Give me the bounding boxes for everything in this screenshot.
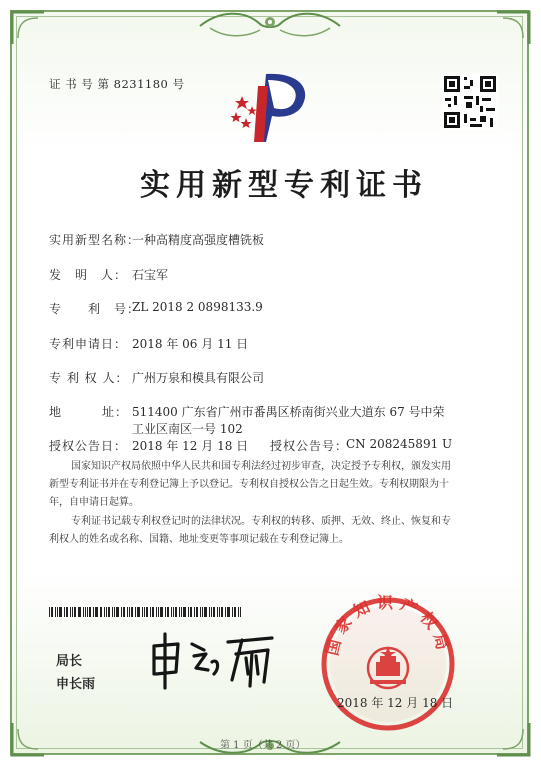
statement-paragraph-1 xyxy=(49,458,499,512)
barcode-bar xyxy=(227,607,230,617)
barcode-bar xyxy=(74,607,76,617)
barcode-bar xyxy=(194,607,195,617)
barcode-bar xyxy=(135,607,136,617)
barcode-bar xyxy=(150,607,151,617)
barcode-bar xyxy=(64,607,65,617)
director-title: 局长 xyxy=(56,654,83,669)
barcode-bar xyxy=(127,607,128,617)
page-indicator: 第 1 页（共 2 页） xyxy=(220,740,306,751)
barcode-bar xyxy=(89,607,91,617)
barcode-bar xyxy=(116,607,119,617)
corner-ornament-icon xyxy=(8,8,48,48)
barcode-bar xyxy=(211,607,212,617)
barcode-bar xyxy=(123,607,125,617)
field-label-grant-date: 授权公告日： xyxy=(49,439,128,453)
field-value-patent-no: ZL 2018 2 0898133.9 xyxy=(132,300,263,314)
field-label-address-right: 址： xyxy=(102,405,129,419)
barcode-bar xyxy=(158,607,159,617)
barcode-bar xyxy=(152,607,154,617)
barcode-bar xyxy=(173,607,174,617)
barcode-bar xyxy=(238,607,239,617)
barcode-bar xyxy=(196,607,198,617)
barcode-bar xyxy=(55,607,56,617)
barcode-bar xyxy=(171,607,172,617)
field-label-address-left: 地 xyxy=(49,405,63,419)
barcode-bar xyxy=(131,607,133,617)
barcode-bar xyxy=(100,607,102,617)
barcode-bar xyxy=(114,607,115,617)
signature-icon xyxy=(148,628,278,694)
barcode-bar xyxy=(78,607,81,617)
field-value-address-line2: 工业区南区一号 102 xyxy=(132,422,243,436)
seal-text: 国家知识产权局 xyxy=(322,594,454,658)
statement-line: 年，自申请日起算。 xyxy=(49,497,139,508)
statement-line: 新型专利证书并在专利登记簿上予以登记。专利权自授权公告之日起生效。专利权期限为十 xyxy=(49,479,449,490)
field-value-inventor: 石宝军 xyxy=(132,268,169,282)
cnipa-logo-icon xyxy=(228,66,318,146)
director-name: 申长雨 xyxy=(56,677,96,692)
barcode-bar xyxy=(66,607,68,617)
statement-line: 专利证书记载专利权登记时的法律状况。专利权的转移、质押、无效、终止、恢复和专 xyxy=(71,516,451,527)
barcode-bar xyxy=(202,607,203,617)
barcode-bar xyxy=(225,607,226,617)
barcode-bar xyxy=(188,607,189,617)
barcode-bar xyxy=(106,607,107,617)
statement-line: 国家知识产权局依照中华人民共和国专利法经过初步审查，决定授予专利权，颁发实用 xyxy=(71,461,451,472)
barcode-bar xyxy=(95,607,98,617)
barcode-bar xyxy=(240,607,241,617)
barcode-bar xyxy=(51,607,53,617)
barcode-bar xyxy=(219,607,220,617)
barcode-bar xyxy=(183,607,186,617)
field-value-apply-date: 2018 年 06 月 11 日 xyxy=(132,337,249,351)
barcode-bar xyxy=(104,607,105,617)
field-value-owner: 广州万泉和模具有限公司 xyxy=(132,371,265,385)
certificate-number: 证 书 号 第 8231180 号 xyxy=(49,77,185,91)
barcode-bar xyxy=(204,607,207,617)
barcode-bar xyxy=(57,607,58,617)
barcode-bar xyxy=(217,607,218,617)
barcode-bar xyxy=(181,607,182,617)
corner-ornament-icon xyxy=(493,8,533,48)
barcode-bar xyxy=(232,607,233,617)
barcode-bar xyxy=(156,607,157,617)
corner-ornament-icon xyxy=(493,719,533,759)
field-label-owner: 专 利 权 人： xyxy=(49,371,129,385)
qr-code-icon xyxy=(442,74,498,130)
field-label-grant-no: 授权公告号： xyxy=(270,439,349,453)
top-ornament-icon xyxy=(190,8,350,44)
barcode-bar xyxy=(108,607,110,617)
barcode-bar xyxy=(112,607,113,617)
field-label-patent-no: 专 利 号： xyxy=(49,302,141,316)
barcode-bar xyxy=(209,607,210,617)
corner-ornament-icon xyxy=(8,719,48,759)
field-value-address-line1: 511400 广东省广州市番禺区桥南街兴业大道东 67 号中荣 xyxy=(132,405,445,419)
barcode-bar xyxy=(165,607,166,617)
barcode-bar xyxy=(87,607,88,617)
barcode-bar xyxy=(200,607,201,617)
barcode-bar xyxy=(167,607,169,617)
field-label-inventor: 发 明 人： xyxy=(49,268,128,282)
barcode-bar xyxy=(190,607,192,617)
barcode-bar xyxy=(129,607,130,617)
official-seal-icon xyxy=(318,594,458,734)
field-value-name: 一种高精度高强度槽铣板 xyxy=(132,233,265,247)
barcode-bar xyxy=(146,607,148,617)
barcode-bar xyxy=(49,607,50,617)
certificate-title: 实用新型专利证书 xyxy=(140,168,428,203)
statement-paragraph-2 xyxy=(49,513,499,549)
field-label-name: 实用新型名称： xyxy=(49,233,141,247)
barcode-bar xyxy=(70,607,71,617)
field-label-apply-date: 专利申请日： xyxy=(49,337,128,351)
barcode-bar xyxy=(83,607,84,617)
statement-line: 利权人的姓名或名称、国籍、地址变更等事项记载在专利登记簿上。 xyxy=(49,534,349,545)
field-value-grant-no: CN 208245891 U xyxy=(346,437,453,451)
barcode-bar xyxy=(72,607,73,617)
barcode-bar xyxy=(179,607,180,617)
barcode-bar xyxy=(175,607,177,617)
barcode-bar xyxy=(137,607,140,617)
seal-date: 2018 年 12 月 18 日 xyxy=(337,696,454,710)
barcode-bar xyxy=(121,607,122,617)
barcode-bar xyxy=(160,607,163,617)
barcode-bar xyxy=(142,607,143,617)
barcode-bar xyxy=(234,607,236,617)
barcode-bar xyxy=(144,607,145,617)
barcode-bar xyxy=(93,607,94,617)
barcode-bar xyxy=(213,607,215,617)
barcode-bar xyxy=(85,607,86,617)
barcode-bar xyxy=(59,607,62,617)
barcode-icon xyxy=(49,607,259,617)
field-value-grant-date: 2018 年 12 月 18 日 xyxy=(132,439,249,453)
barcode-bar xyxy=(221,607,223,617)
